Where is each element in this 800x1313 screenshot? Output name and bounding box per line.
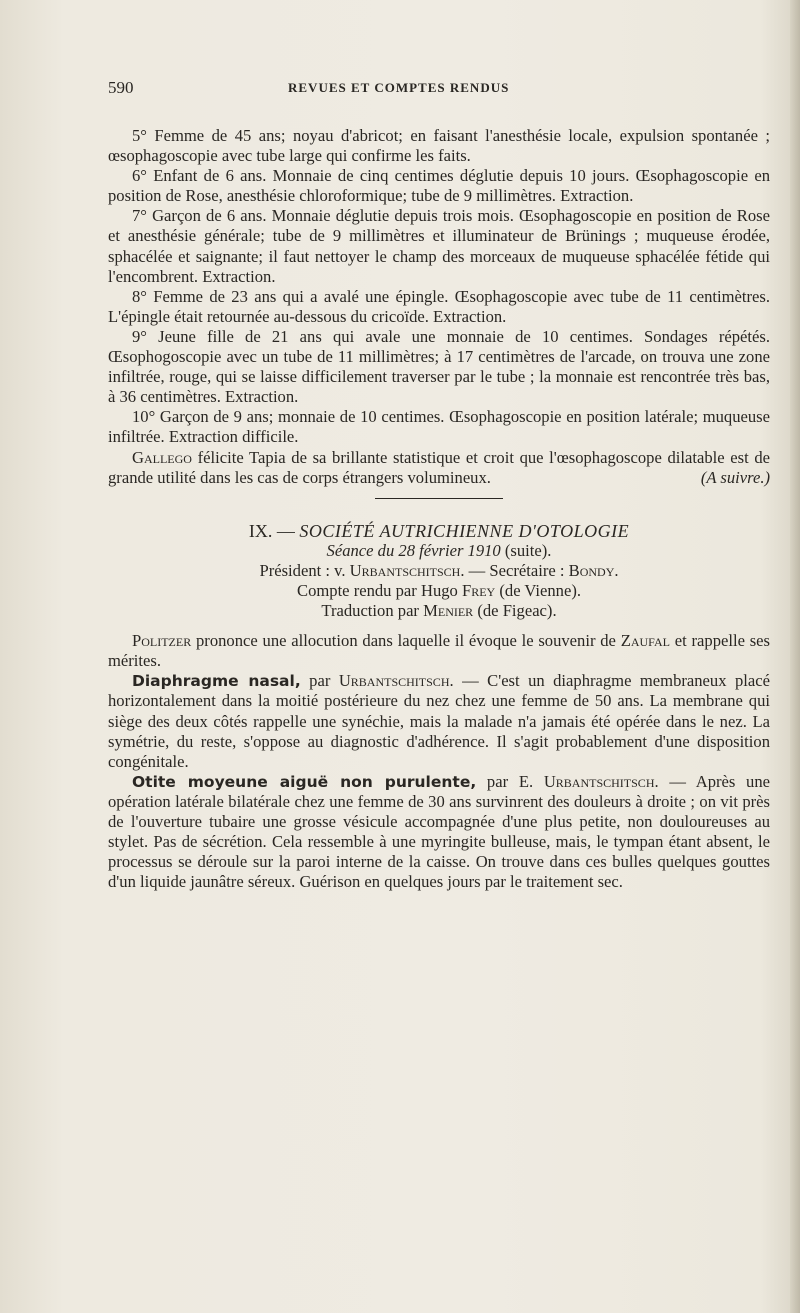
otite-paragraph bbox=[108, 772, 770, 893]
case-9-paragraph: 9° Jeune fille de 21 ans qui avale une monnaie de 10 centimes. Sondages répétés. Œsophogoscopie avec un tube de 11 millimètres; à 17 centimètres de l'arcade, on trouva une zone infiltrée, rouge, qui se laisse difficilement traverser par le tube ; la monnaie est rencontrée très bas, à 36 centimètres. Extraction. bbox=[108, 326, 770, 407]
politzer-text-1: prononce une allocution dans laquelle il évoque le souvenir de bbox=[191, 631, 621, 651]
gallego-paragraph bbox=[108, 448, 770, 488]
otite-title: Otite moyeune aiguë non purulente, bbox=[132, 772, 477, 791]
seance-line bbox=[108, 541, 770, 561]
author-name: Gallego bbox=[132, 447, 192, 467]
president-label: Président : v. bbox=[259, 560, 350, 580]
diaphragme-par: par bbox=[300, 671, 339, 691]
president-name: Urbantschitsch bbox=[349, 560, 461, 580]
officers-end: . bbox=[614, 560, 619, 580]
trad-prefix: Traduction par bbox=[321, 601, 424, 621]
running-head: REVUES ET COMPTES RENDUS bbox=[288, 80, 510, 95]
trad-suffix: (de Figeac). bbox=[473, 601, 557, 621]
page-header bbox=[108, 78, 768, 100]
otite-author: Urbantschitsch bbox=[543, 771, 655, 791]
trad-name: Menier bbox=[423, 601, 474, 621]
case-10-paragraph: 10° Garçon de 9 ans; monnaie de 10 centimes. Œsophagoscopie en position latérale; muqueuse infiltrée. Extraction difficile. bbox=[108, 407, 770, 447]
page-number: 590 bbox=[108, 78, 134, 97]
diaphragme-text: . — C'est un diaphragme membraneux placé horizontalement dans la moitié postérieure du nez chez une femme de 50 ans. La membrane qui siège des deux côtés rappelle une synéchie, mais la malade n'a jamais été opérée dans le nez. La symétrie, du reste, s'oppose au diagnostic d'adhérence. Il s'agit probablement d'une disposition congénitale. bbox=[108, 671, 770, 771]
secretary-name: Bondy bbox=[568, 560, 615, 580]
compte-name: Frey bbox=[461, 580, 496, 600]
compte-rendu-line bbox=[108, 581, 770, 601]
gallego-text: félicite Tapia de sa brillante statistique et croit que l'œsophagoscope dilatable est de grande utilité dans les cas de corps étrangers volumineux. bbox=[108, 447, 770, 487]
body-text bbox=[108, 126, 770, 892]
compte-prefix: Compte rendu par Hugo bbox=[297, 580, 462, 600]
politzer-name: Politzer bbox=[132, 631, 192, 651]
case-7-paragraph: 7° Garçon de 6 ans. Monnaie déglutie depuis trois mois. Œsophagoscopie en position de Rose et anesthésie générale; tube de 9 millimètres et illuminateur de Brünings ; muqueuse érodée, sphacélée et saignante; il faut nettoyer le champ des morceaux de muqueuse sphacélée fétide qui l'encombrent. Extraction. bbox=[108, 206, 770, 286]
case-8-paragraph: 8° Femme de 23 ans qui a avalé une épingle. Œsophagoscopie avec tube de 11 centimètres. L'épingle était retournée au-dessous du cricoïde. Extraction. bbox=[108, 286, 770, 326]
section-title bbox=[108, 521, 770, 541]
politzer-paragraph bbox=[108, 631, 770, 671]
diaphragme-paragraph bbox=[108, 671, 770, 771]
secretary-label: . — Secrétaire : bbox=[460, 560, 569, 580]
case-6-paragraph: 6° Enfant de 6 ans. Monnaie de cinq centimes déglutie depuis 10 jours. Œsophagoscopie en position de Rose, anesthésie chloroformique; tube de 9 millimètres. Extraction. bbox=[108, 166, 770, 206]
zaufal-name: Zaufal bbox=[620, 631, 670, 651]
seance-date: Séance du 28 février 1910 bbox=[326, 540, 501, 560]
seance-suffix: (suite). bbox=[500, 540, 552, 560]
case-5-paragraph: 5° Femme de 45 ans; noyau d'abricot; en faisant l'anesthésie locale, expulsion spontanée ; œsophagoscopie avec tube large qui confirme les faits. bbox=[108, 126, 770, 166]
diaphragme-title: Diaphragme nasal, bbox=[132, 672, 301, 691]
otite-text: . — Après une opération latérale bilatérale chez une femme de 30 ans survinrent des douleurs à droite ; on vit près de l'ouverture tubaire une grosse vésicule accompagnée d'une plus petite, non douloureuses au stylet. Pas de sécrétion. Cela ressemble à une myringite bulleuse, mais, le tympan étant absent, le processus se déroule sur la paroi interne de la caisse. On trouve dans ces bulles quelques gouttes d'un liquide jaunâtre séreux. Guérison en quelques jours par le traitement sec. bbox=[108, 771, 771, 892]
to-be-continued: (A suivre.) bbox=[700, 467, 770, 487]
traduction-line bbox=[108, 601, 770, 621]
otite-par: par E. bbox=[476, 771, 544, 791]
diaphragme-author: Urbantschitsch bbox=[338, 671, 450, 691]
section-number: IX. — bbox=[248, 520, 300, 541]
officers-line bbox=[108, 561, 770, 581]
compte-suffix: (de Vienne). bbox=[495, 580, 581, 600]
section-divider bbox=[375, 498, 503, 499]
politzer-text-2: et rappelle ses mérites. bbox=[108, 631, 770, 671]
section-title-text: SOCIÉTÉ AUTRICHIENNE D'OTOLOGIE bbox=[299, 520, 630, 541]
page-edge bbox=[790, 0, 800, 1313]
